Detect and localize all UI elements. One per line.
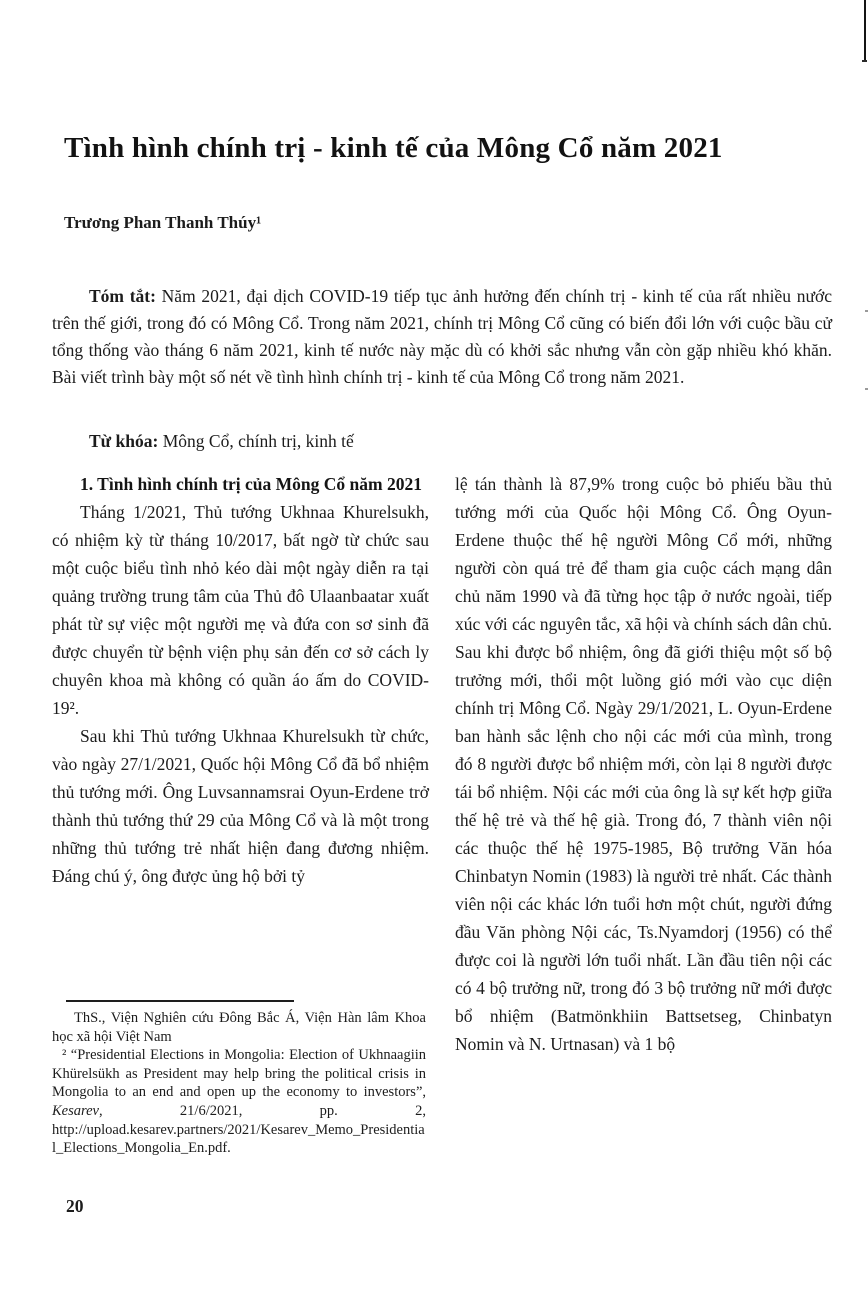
author-name: Trương Phan Thanh Thúy¹: [64, 213, 262, 232]
scan-artifact-line: [864, 0, 866, 60]
two-column-body: [52, 470, 832, 1058]
footnote-2-text: ² “Presidential Elections in Mongolia: Election of Ukhnaagiin Khürelsükh as President may help bring the political crisis in Mongolia to an end and open up the economy to investors”,: [52, 1047, 426, 1101]
keywords-line: [52, 428, 832, 455]
article-title: Tình hình chính trị - kinh tế của Mông Cổ năm 2021: [64, 132, 723, 164]
footnote-2-source: Kesarev: [52, 1102, 99, 1119]
footnote-block: [52, 1000, 426, 1158]
right-column: [455, 470, 832, 1058]
footnote-1: ThS., Viện Nghiên cứu Đông Bắc Á, Viện Hàn lâm Khoa học xã hội Việt Nam: [52, 1010, 426, 1045]
page-number: 20: [66, 1196, 84, 1216]
body-paragraph-1: Tháng 1/2021, Thủ tướng Ukhnaa Khurelsukh, có nhiệm kỳ từ tháng 10/2017, bất ngờ từ chức sau một cuộc biểu tình nhỏ kéo dài một ngày diễn ra tại quảng trường trung tâm của Thủ đô Ulaanbaatar xuất phát từ sự việc một người mẹ và đứa con sơ sinh đã được chuyển từ bệnh viện phụ sản đến cơ sở cách ly chuyên khoa mà không có quần áo ấm do COVID-19².: [52, 502, 429, 718]
left-column: [52, 470, 429, 1058]
body-paragraph-2: Sau khi Thủ tướng Ukhnaa Khurelsukh từ chức, vào ngày 27/1/2021, Quốc hội Mông Cổ đã bổ nhiệm thủ tướng mới. Ông Luvsannamsrai Oyun-Erdene trở thành thủ tướng thứ 29 của Mông Cổ và là một trong những thủ tướng trẻ nhất hiện đang đương nhiệm. Đáng chú ý, ông được ủng hộ bởi tỷ: [52, 726, 429, 886]
abstract-text: Năm 2021, đại dịch COVID-19 tiếp tục ảnh hưởng đến chính trị - kinh tế của rất nhiều nước trên thế giới, trong đó có Mông Cổ. Trong năm 2021, chính trị Mông Cổ cũng có biến đổi lớn với cuộc bầu cử tổng thống vào tháng 6 năm 2021, kinh tế nước này mặc dù có khởi sắc nhưng vẫn còn gặp nhiều khó khăn. Bài viết trình bày một số nét về tình hình chính trị - kinh tế của Mông Cổ trong năm 2021.: [52, 286, 833, 387]
abstract-paragraph: [52, 283, 832, 391]
footnote-separator: [66, 1000, 294, 1002]
footnote-2: [52, 1046, 426, 1158]
abstract-label: Tóm tắt:: [89, 286, 156, 306]
keywords-label: Từ khóa:: [89, 431, 159, 451]
section-heading: 1. Tình hình chính trị của Mông Cổ năm 2021: [80, 474, 422, 494]
footnote-2-citation: , 21/6/2021, pp. 2, http://upload.kesarev.partners/2021/Kesarev_Memo_Presidential_Elections_Mongolia_En.pdf.: [52, 1102, 426, 1157]
keywords-text: Mông Cổ, chính trị, kinh tế: [158, 431, 354, 451]
scan-artifact-tick: [862, 60, 867, 62]
body-paragraph-continuation: lệ tán thành là 87,9% trong cuộc bỏ phiếu bầu thủ tướng mới của Quốc hội Mông Cổ. Ông Oyun-Erdene thuộc thế hệ người Mông Cổ mới, những người còn quá trẻ để tham gia cuộc cách mạng dân chủ năm 1990 và đã từng học tập ở nước ngoài, tiếp xúc với các nguyên tắc, xã hội và chính sách dân chủ. Sau khi được bổ nhiệm, ông đã giới thiệu một số bộ trưởng mới, thổi một luồng gió mới vào cục diện chính trị Mông Cổ. Ngày 29/1/2021, L. Oyun-Erdene ban hành sắc lệnh cho nội các mới của mình, trong đó 8 người được bổ nhiệm mới, còn lại 8 người được tái bổ nhiệm. Nội các mới của ông là sự kết hợp giữa thế hệ trẻ và thế hệ già. Trong đó, 7 thành viên nội các thuộc thế hệ 1975-1985, Bộ trưởng Văn hóa Chinbatyn Nomin (1983) là người trẻ nhất. Các thành viên nội các khác lớn tuổi hơn một chút, người đứng đầu Văn phòng Nội các, Ts.Nyamdorj (1956) có thể được coi là người lớn tuổi nhất. Lần đầu tiên nội các có 4 bộ trưởng nữ, trong đó 3 bộ trưởng nữ mới được bổ nhiệm (Batmönkhiin Battsetseg, Chinbatyn Nomin và N. Urtnasan) và 1 bộ: [455, 474, 832, 1054]
